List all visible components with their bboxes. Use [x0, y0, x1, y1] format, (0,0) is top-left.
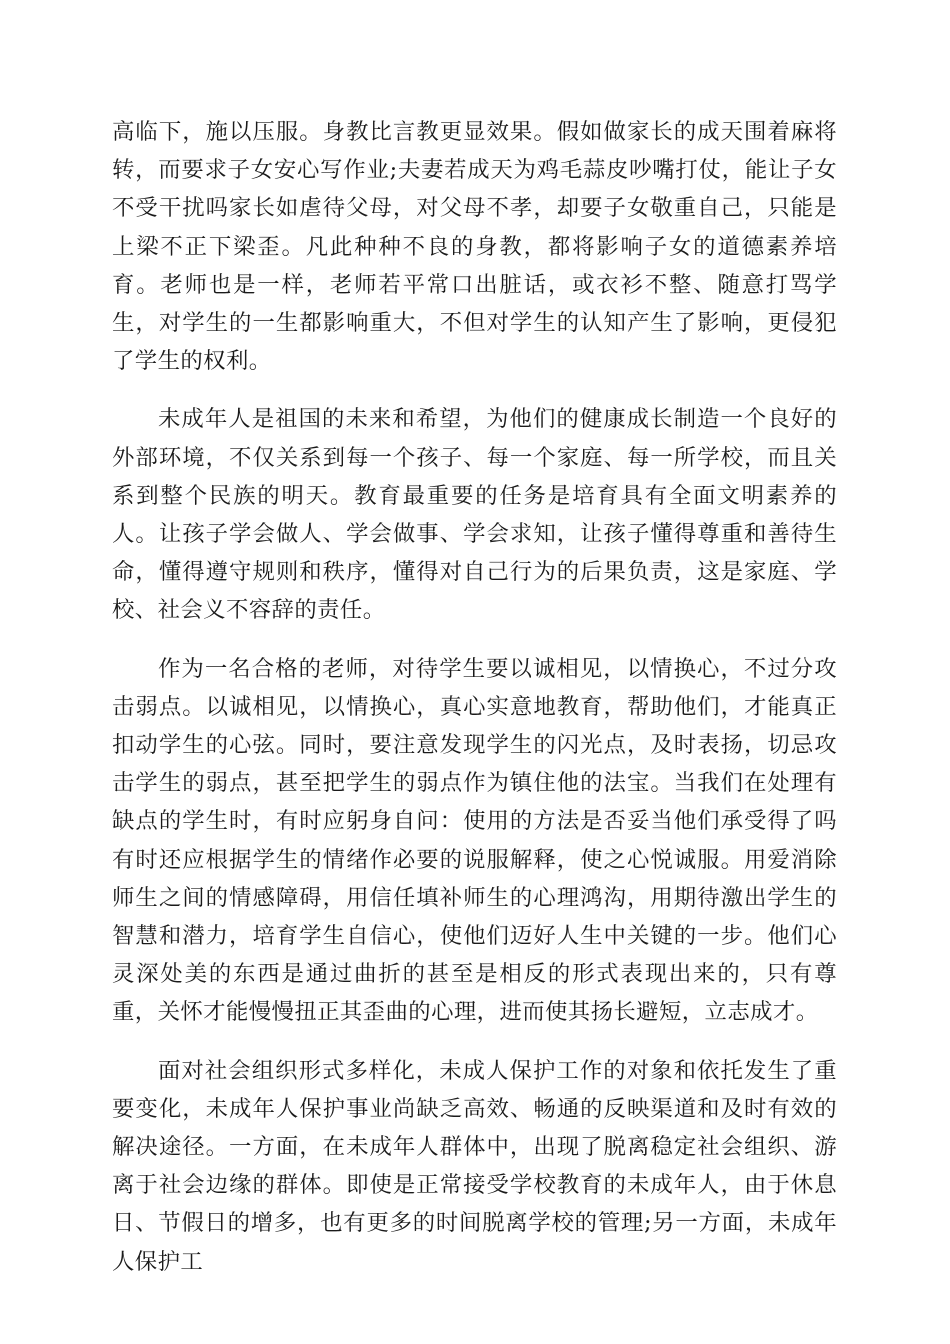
paragraph-2: 未成年人是祖国的未来和希望，为他们的健康成长制造一个良好的外部环境，不仅关系到每一个孩子、每一个家庭、每一所学校，而且关系到整个民族的明天。教育最重要的任务是培育具有全面文明素养的人。让孩子学会做人、学会做事、学会求知，让孩子懂得尊重和善待生命，懂得遵守规则和秩序，懂得对自己行为的后果负责，这是家庭、学校、社会义不容辞的责任。	[112, 406, 837, 624]
paragraph-1: 高临下，施以压服。身教比言教更显效果。假如做家长的成天围着麻将转，而要求子女安心写作业;夫妻若成天为鸡毛蒜皮吵嘴打仗，能让子女不受干扰吗家长如虐待父母，对父母不孝，却要子女敬重自己，只能是上梁不正下梁歪。凡此种种不良的身教，都将影响子女的道德素养培育。老师也是一样，老师若平常口出脏话，或衣衫不整、随意打骂学生，对学生的一生都影响重大，不但对学生的认知产生了影响，更侵犯了学生的权利。	[112, 119, 837, 375]
document-body	[112, 113, 837, 1281]
paragraph-3: 作为一名合格的老师，对待学生要以诚相见，以情换心，不过分攻击弱点。以诚相见，以情换心，真心实意地教育，帮助他们，才能真正扣动学生的心弦。同时，要注意发现学生的闪光点，及时表扬，切忌攻击学生的弱点，甚至把学生的弱点作为镇住他的法宝。当我们在处理有缺点的学生时，有时应躬身自问：使用的方法是否妥当他们承受得了吗有时还应根据学生的情绪作必要的说服解释，使之心悦诚服。用爱消除师生之间的情感障碍，用信任填补师生的心理鸿沟，用期待激出学生的智慧和潜力，培育学生自信心，使他们迈好人生中关键的一步。他们心灵深处美的东西是通过曲折的甚至是相反的形式表现出来的，只有尊重，关怀才能慢慢扭正其歪曲的心理，进而使其扬长避短，立志成才。	[112, 655, 837, 1026]
paragraph-4: 面对社会组织形式多样化，未成人保护工作的对象和依托发生了重要变化，未成年人保护事业尚缺乏高效、畅通的反映渠道和及时有效的解决途径。一方面，在未成年人群体中，出现了脱离稳定社会组织、游离于社会边缘的群体。即使是正常接受学校教育的未成年人，由于休息日、节假日的增多，也有更多的时间脱离学校的管理;另一方面，未成年人保护工	[112, 1057, 837, 1275]
